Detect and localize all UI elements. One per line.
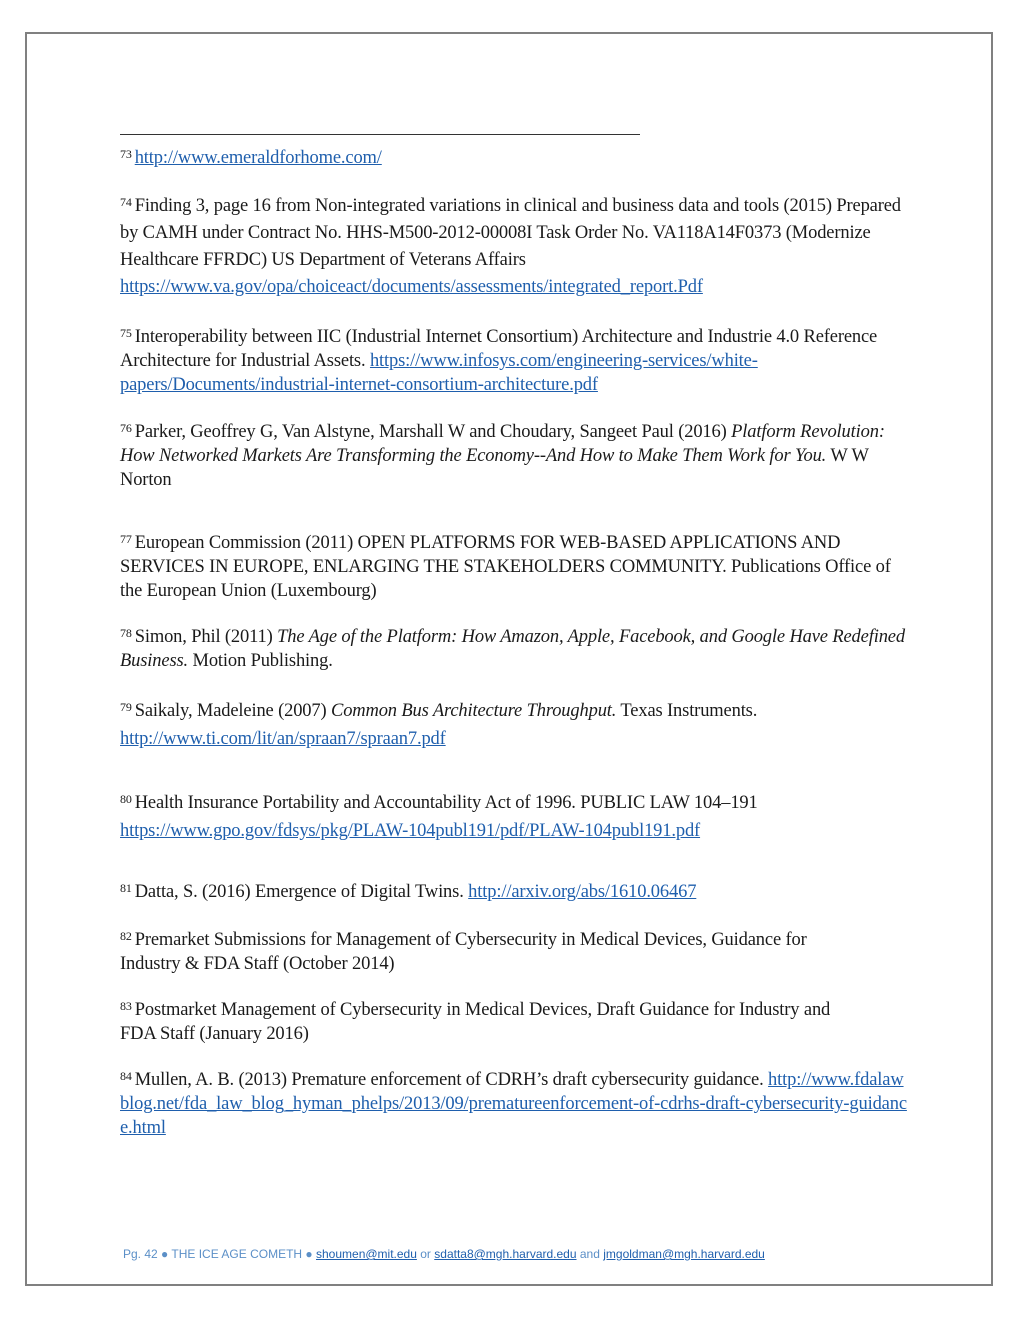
footnote-link[interactable]: https://www.va.gov/opa/choiceact/documents/assessments/integrated_report.Pdf xyxy=(120,277,703,297)
footer-separator: and xyxy=(579,1247,600,1261)
footer-email-sdatta8[interactable]: sdatta8@mgh.harvard.edu xyxy=(434,1247,577,1261)
publisher: W W Norton xyxy=(120,446,869,490)
footnote-number: 82 xyxy=(120,929,132,943)
footnote-link[interactable]: https://www.gpo.gov/fdsys/pkg/PLAW-104publ191/pdf/PLAW-104publ191.pdf xyxy=(120,821,701,841)
footer-page-label: Pg. 42 ● THE ICE AGE COMETH ● xyxy=(123,1247,313,1261)
book-title: The Age of the Platform: How Amazon, Apple, Facebook, and Google Have Redefined Business. xyxy=(120,627,905,671)
footnote-84 xyxy=(120,1068,910,1140)
footnote-number: 77 xyxy=(120,532,132,546)
footnote-text: Mullen, A. B. (2013) Premature enforcement of CDRH’s draft cybersecurity guidance. xyxy=(134,1070,764,1090)
footnote-number: 81 xyxy=(120,881,132,895)
footnote-number: 80 xyxy=(120,792,132,806)
footnote-link[interactable]: http://www.fdalawblog.net/fda_law_blog_hyman_phelps/2013/09/prematureenforcement-of-cdrhs-draft-cybersecurity-guidance.html xyxy=(120,1070,907,1138)
paper-title: Common Bus Architecture Throughput. xyxy=(331,701,617,721)
footnote-81 xyxy=(120,880,910,904)
footnote-79 xyxy=(120,697,910,753)
footnote-text: Health Insurance Portability and Accountability Act of 1996. PUBLIC LAW 104–191 xyxy=(134,793,758,813)
footnote-number: 78 xyxy=(120,626,132,640)
footnote-text: Datta, S. (2016) Emergence of Digital Twins. xyxy=(134,882,464,902)
footnote-73 xyxy=(120,146,910,170)
footnote-number: 74 xyxy=(120,195,132,209)
footnote-number: 83 xyxy=(120,999,132,1013)
footnote-text: Parker, Geoffrey G, Van Alstyne, Marshall W and Choudary, Sangeet Paul (2016) xyxy=(134,422,727,442)
footnote-83 xyxy=(120,998,850,1046)
footnote-number: 84 xyxy=(120,1069,132,1083)
footnote-80 xyxy=(120,789,910,845)
footnote-text: Finding 3, page 16 from Non-integrated variations in clinical and business data and tools (2015) Prepared by CAMH under Contract No. HHS-M500-2012-00008I Task Order No. VA118A14F0373 (Modernize Healthcare FFRDC) US Department of Veterans Affairs xyxy=(120,196,901,270)
publisher: Texas Instruments. xyxy=(620,701,758,721)
footnote-74 xyxy=(120,193,910,301)
footer-email-shoumen[interactable]: shoumen@mit.edu xyxy=(316,1247,417,1261)
footer-email-jmgoldman[interactable]: jmgoldman@mgh.harvard.edu xyxy=(603,1247,765,1261)
footnote-78 xyxy=(120,625,910,673)
footnote-76 xyxy=(120,420,910,492)
footnote-75 xyxy=(120,325,910,397)
footnote-link[interactable]: http://www.ti.com/lit/an/spraan7/spraan7.pdf xyxy=(120,729,446,749)
footnote-link[interactable]: http://arxiv.org/abs/1610.06467 xyxy=(468,882,697,902)
footnote-number: 73 xyxy=(120,147,132,161)
footnote-link[interactable]: http://www.emeraldforhome.com/ xyxy=(134,148,382,168)
footnote-text: Interoperability between IIC (Industrial Internet Consortium) Architecture and Industrie 4.0 Reference Architecture for Industrial Assets. xyxy=(120,327,878,371)
footnote-77 xyxy=(120,531,910,603)
footer-separator: or xyxy=(420,1247,431,1261)
footnote-number: 79 xyxy=(120,700,132,714)
footnote-separator xyxy=(120,134,640,135)
footnote-number: 76 xyxy=(120,421,132,435)
book-title: Platform Revolution: How Networked Markets Are Transforming the Economy--And How to Make Them Work for You. xyxy=(120,422,885,466)
footnote-text: Postmarket Management of Cybersecurity in Medical Devices, Draft Guidance for Industry and FDA Staff (January 2016) xyxy=(120,1000,831,1044)
footnote-text: Premarket Submissions for Management of Cybersecurity in Medical Devices, Guidance for Industry & FDA Staff (October 2014) xyxy=(120,930,807,974)
footnote-text: Simon, Phil (2011) xyxy=(134,627,273,647)
publisher: Motion Publishing. xyxy=(192,651,333,671)
footnote-number: 75 xyxy=(120,326,132,340)
footnote-link[interactable]: https://www.infosys.com/engineering-services/white-papers/Documents/industrial-internet-consortium-architecture.pdf xyxy=(120,351,758,395)
footnote-text: Saikaly, Madeleine (2007) xyxy=(134,701,327,721)
footnote-text: European Commission (2011) OPEN PLATFORMS FOR WEB-BASED APPLICATIONS AND SERVICES IN EUROPE, ENLARGING THE STAKEHOLDERS COMMUNITY. Publications Office of the European Union (Luxembourg) xyxy=(120,533,891,601)
footnote-82 xyxy=(120,928,820,976)
